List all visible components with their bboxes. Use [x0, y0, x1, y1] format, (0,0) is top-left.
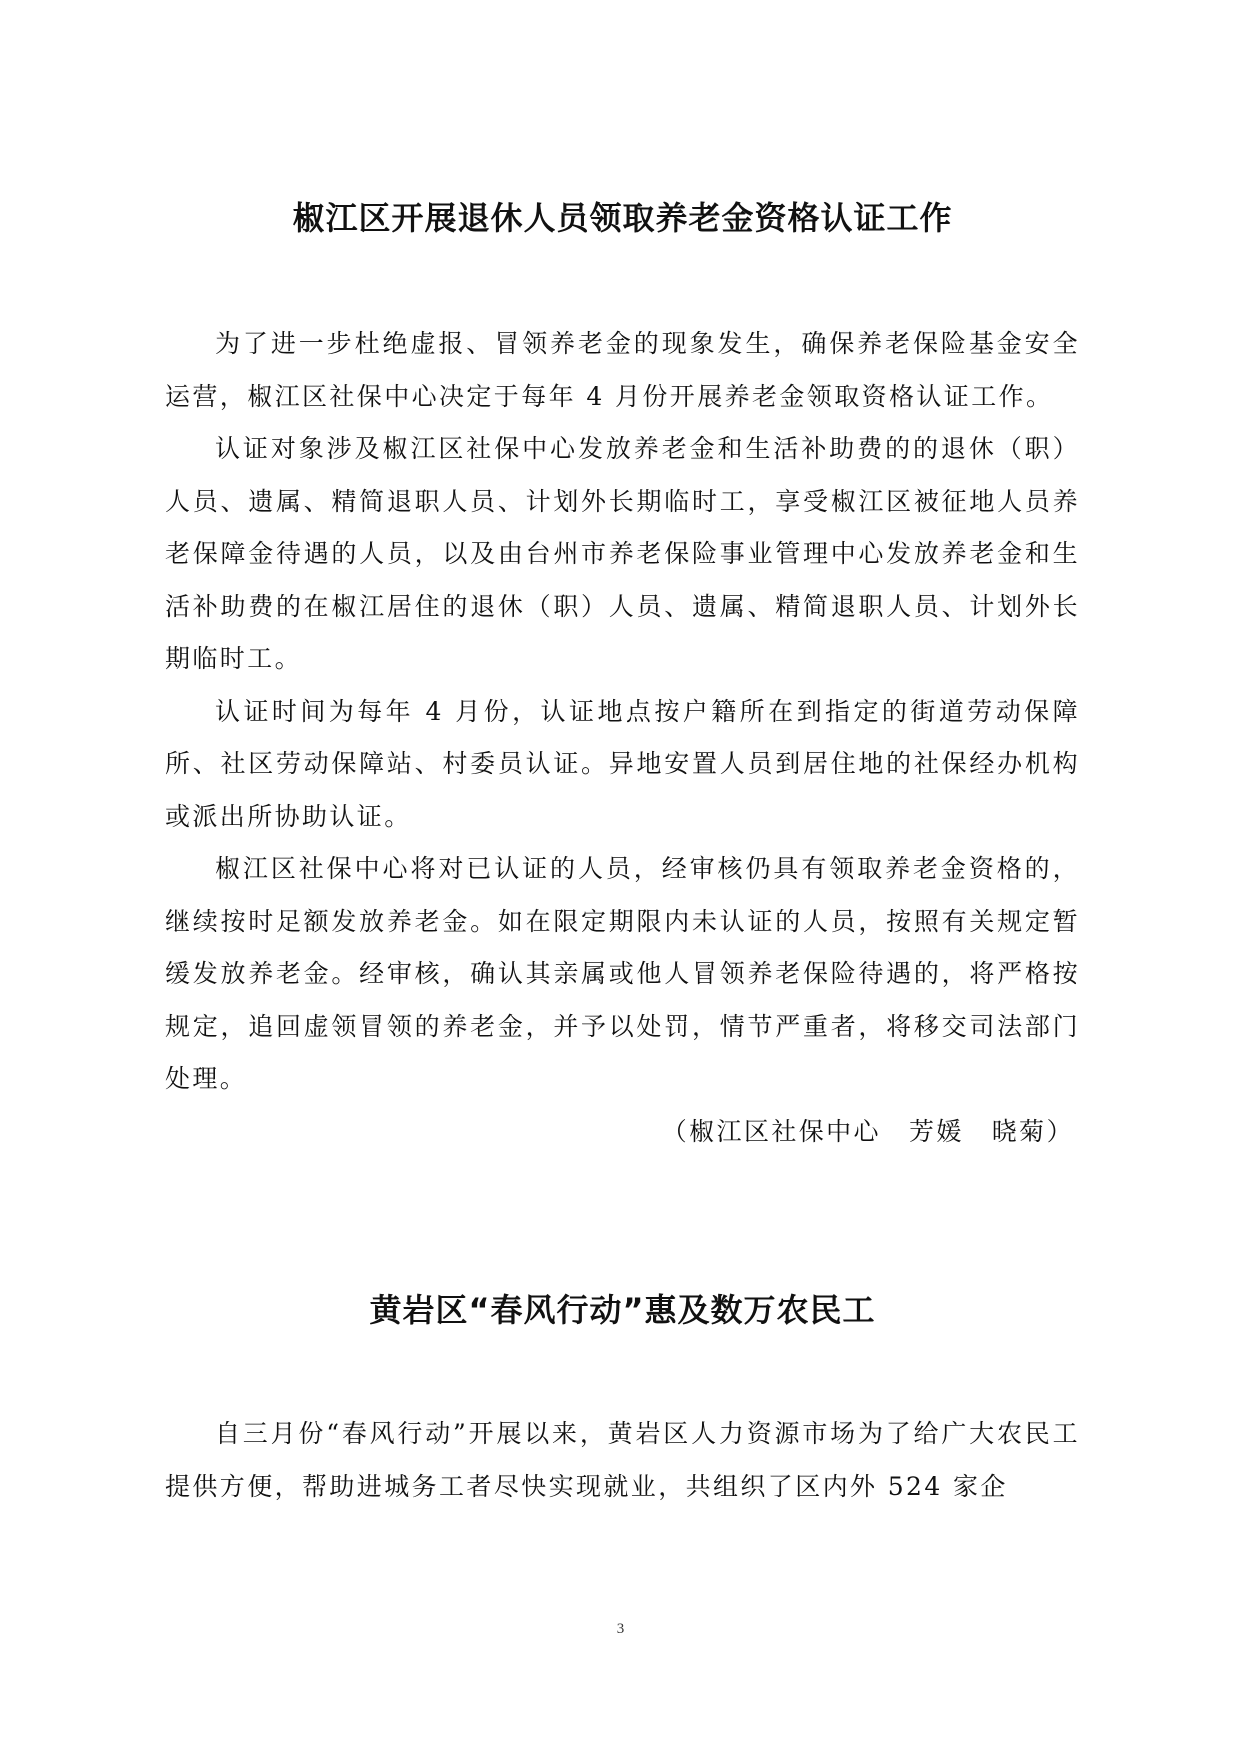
byline-author: 芳媛	[908, 1116, 964, 1146]
article-paragraph: 认证时间为每年 4 月份，认证地点按户籍所在到指定的街道劳动保障所、社区劳动保障站、村委员认证。异地安置人员到居住地的社保经办机构或派出所协助认证。	[165, 696, 1080, 831]
page-number: 3	[616, 1621, 625, 1637]
article-paragraph: 椒江区社保中心将对已认证的人员，经审核仍具有领取养老金资格的，继续按时足额发放养老金。如在限定期限内未认证的人员，按照有关规定暂缓发放养老金。经审核，确认其亲属或他人冒领养老保险待遇的，将严格按规定，追回虚领冒领的养老金，并予以处罚，情节严重者，将移交司法部门处理。	[165, 854, 1080, 1093]
byline-organization: 椒江区社保中心	[689, 1116, 881, 1146]
article-paragraph: 认证对象涉及椒江区社保中心发放养老金和生活补助费的的退休（职）人员、遗属、精简退职人员、计划外长期临时工，享受椒江区被征地人员养老保障金待遇的人员，以及由台州市养老保险事业管理中心发放养老金和生活补助费的在椒江居住的退休（职）人员、遗属、精简退职人员、计划外长期临时工。	[165, 434, 1080, 673]
article-title: 椒江区开展退休人员领取养老金资格认证工作	[292, 199, 953, 237]
byline-close-paren: ）	[1046, 1116, 1074, 1146]
article-jiaojiang	[165, 198, 1080, 1158]
article-paragraph: 自三月份“春风行动”开展以来，黄岩区人力资源市场为了给广大农民工提供方便，帮助进城务工者尽快实现就业，共组织了区内外 524 家企	[165, 1419, 1080, 1501]
article-paragraph: 为了进一步杜绝虚报、冒领养老金的现象发生，确保养老保险基金安全运营，椒江区社保中心决定于每年 4 月份开展养老金领取资格认证工作。	[165, 329, 1080, 411]
article-title: 黄岩区“春风行动”惠及数万农民工	[369, 1291, 876, 1329]
byline-open-paren: （	[661, 1116, 690, 1146]
article-huangyan	[165, 1290, 1080, 1513]
article-byline	[165, 1106, 1080, 1159]
byline-author: 晓菊	[991, 1116, 1047, 1146]
